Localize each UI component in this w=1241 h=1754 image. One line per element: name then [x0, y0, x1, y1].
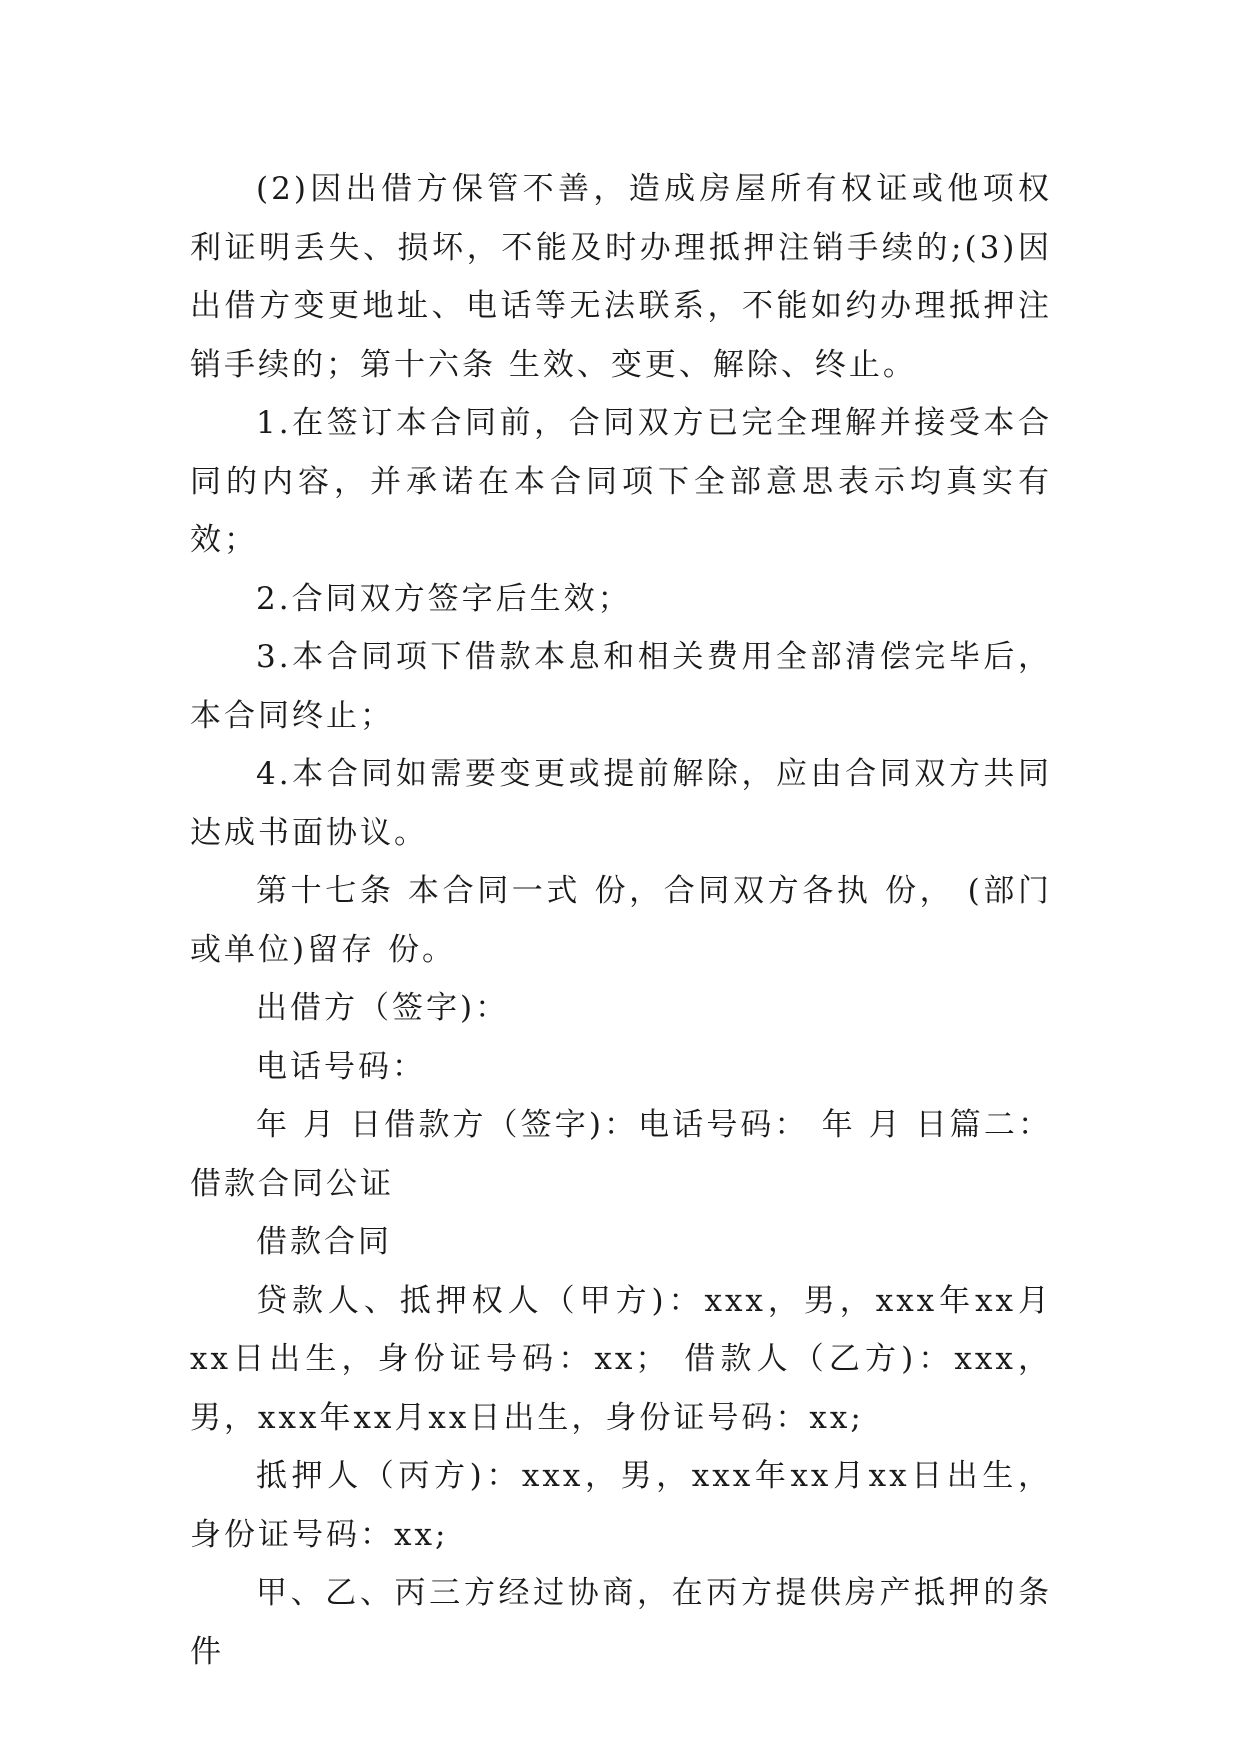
paragraph: 3.本合同项下借款本息和相关费用全部清偿完毕后，本合同终止；	[190, 639, 1052, 734]
signature-line-lender: 出借方（签字)：	[256, 990, 510, 1026]
paragraph: 抵押人（丙方)：xxx，男，xxx年xx月xx日出生，身份证号码：xx;	[190, 1458, 1052, 1553]
phone-line: 电话号码：	[256, 1048, 426, 1085]
paragraph: 1.在签订本合同前，合同双方已完全理解并接受本合同的内容，并承诺在本合同项下全部意思表示均真实有效；	[190, 405, 1052, 558]
paragraph: (2)因出借方保管不善，造成房屋所有权证或他项权利证明丢失、损坏，不能及时办理抵押注销手续的;(3)因出借方变更地址、电话等无法联系，不能如约办理抵押注销手续的；第十六条 生效、变更、解除、终止。	[190, 171, 1052, 383]
paragraph: 2.合同双方签字后生效；	[256, 580, 632, 617]
paragraph: 4.本合同如需要变更或提前解除，应由合同双方共同达成书面协议。	[190, 756, 1052, 851]
date-signature-line: 年 月 日借款方（签字)：电话号码： 年 月 日篇二：借款合同公证	[190, 1107, 1052, 1202]
paragraph: 甲、乙、丙三方经过协商，在丙方提供房产抵押的条件	[190, 1575, 1052, 1670]
paragraph: 贷款人、抵押权人（甲方)：xxx，男，xxx年xx月xx日出生，身份证号码：xx； 借款人（乙方)：xxx，男，xxx年xx月xx日出生，身份证号码：xx;	[190, 1282, 1052, 1436]
section-heading: 借款合同	[256, 1224, 392, 1260]
paragraph: 第十七条 本合同一式 份，合同双方各执 份， (部门或单位)留存 份。	[190, 873, 1052, 968]
document-page	[190, 160, 1052, 1681]
